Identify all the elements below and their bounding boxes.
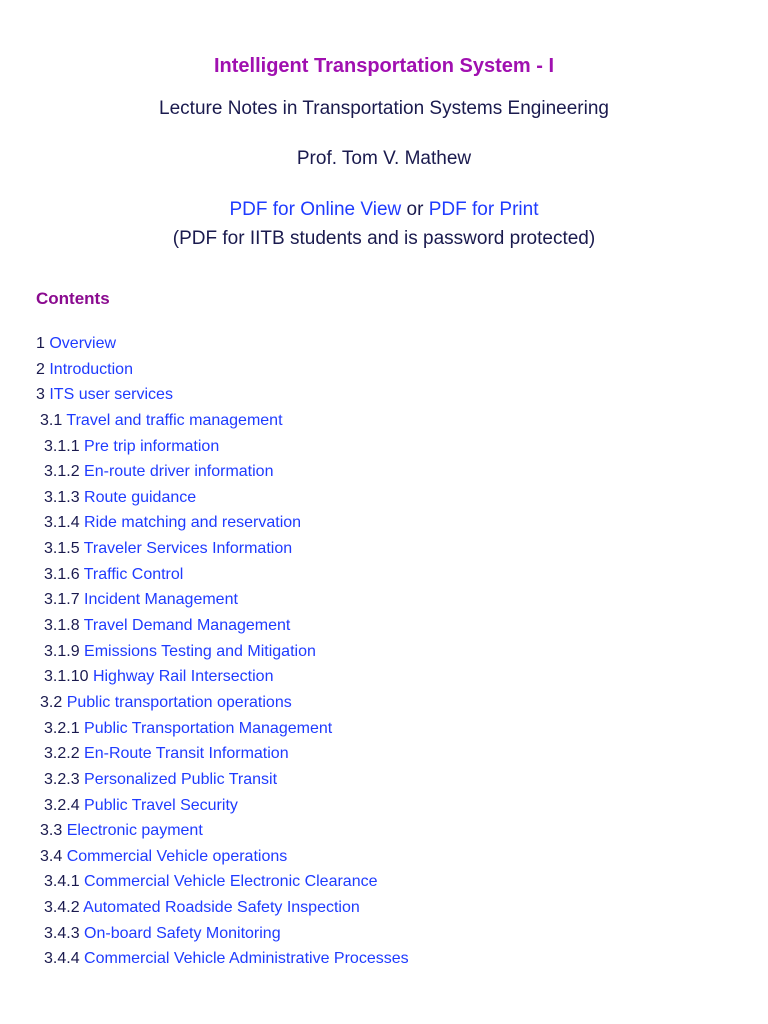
- toc-entry-link[interactable]: Commercial Vehicle operations: [66, 847, 288, 865]
- toc-entry-link[interactable]: Commercial Vehicle Electronic Clearance: [84, 873, 378, 891]
- toc-entry-number: 3.4.3: [44, 924, 80, 942]
- toc-entry-number: 3.3: [40, 822, 63, 840]
- toc-entry-link[interactable]: Traffic Control: [83, 565, 184, 583]
- toc-entry: [0, 690, 409, 716]
- toc-entry: [0, 434, 409, 460]
- toc-entry-link[interactable]: ITS user services: [49, 386, 173, 404]
- toc-entry-link[interactable]: Ride matching and reservation: [84, 514, 302, 532]
- toc-entry-link[interactable]: Traveler Services Information: [83, 540, 293, 558]
- toc-entry: [0, 408, 409, 434]
- toc-entry-link[interactable]: Route guidance: [84, 488, 197, 506]
- toc-entry-number: 3.2.3: [44, 770, 80, 788]
- toc-entry-link[interactable]: Overview: [49, 335, 117, 352]
- toc-entry: [0, 793, 409, 819]
- toc-entry: [0, 921, 409, 947]
- toc-entry-number: 3.4: [40, 847, 63, 865]
- toc-entry: [0, 741, 409, 767]
- toc-entry: [0, 818, 409, 844]
- page-subtitle: Lecture Notes in Transportation Systems Engineering: [159, 98, 609, 119]
- toc-entry-link[interactable]: Emissions Testing and Mitigation: [84, 642, 316, 660]
- toc-entry-number: 3.4.2: [44, 899, 80, 917]
- toc-entry-number: 3.1.8: [44, 617, 80, 635]
- toc-entry: [0, 382, 409, 408]
- author-name: Prof. Tom V. Mathew: [296, 148, 472, 169]
- toc-entry-number: 3: [36, 386, 45, 404]
- toc-entry: [0, 869, 409, 895]
- toc-entry-link[interactable]: Pre trip information: [84, 437, 220, 455]
- pdf-print-link[interactable]: PDF for Print: [428, 199, 539, 220]
- toc-entry-link[interactable]: Travel Demand Management: [83, 617, 291, 635]
- toc-entry-number: 3.2.4: [44, 796, 80, 814]
- toc-entry: [0, 562, 409, 588]
- toc-entry-number: 1: [36, 335, 45, 352]
- toc-entry-number: 3.1.9: [44, 642, 80, 660]
- toc-entry: [0, 536, 409, 562]
- contents-heading: Contents: [36, 289, 110, 308]
- toc-entry-link[interactable]: Introduction: [49, 360, 133, 378]
- toc-entry-link[interactable]: Public transportation operations: [66, 693, 292, 711]
- toc-entry: [0, 664, 409, 690]
- password-note: (PDF for IITB students and is password protected): [172, 228, 596, 249]
- toc-entry-number: 3.1.10: [44, 668, 89, 686]
- toc-entry-link[interactable]: Public Travel Security: [84, 796, 238, 814]
- pdf-online-view-link[interactable]: PDF for Online View: [229, 199, 402, 220]
- toc-entry-number: 3.1.1: [44, 437, 80, 455]
- table-of-contents: [0, 331, 409, 972]
- toc-entry-number: 3.1.7: [44, 591, 80, 609]
- toc-entry: [0, 485, 409, 511]
- toc-entry-number: 3.1: [40, 411, 63, 429]
- toc-entry: [0, 510, 409, 536]
- toc-entry: [0, 639, 409, 665]
- toc-entry-link[interactable]: Automated Roadside Safety Inspection: [83, 899, 360, 917]
- toc-entry: [0, 331, 409, 357]
- toc-entry-link[interactable]: Electronic payment: [66, 822, 203, 840]
- toc-entry-link[interactable]: En-Route Transit Information: [84, 745, 289, 763]
- toc-entry-link[interactable]: Travel and traffic management: [66, 411, 283, 429]
- toc-entry: [0, 459, 409, 485]
- pdf-links-line: [0, 199, 768, 221]
- toc-entry-number: 2: [36, 360, 45, 378]
- toc-entry-number: 3.1.4: [44, 514, 80, 532]
- toc-entry-link[interactable]: Public Transportation Management: [84, 719, 333, 737]
- toc-entry: [0, 613, 409, 639]
- toc-entry-number: 3.1.5: [44, 540, 80, 558]
- toc-entry-number: 3.2: [40, 693, 63, 711]
- toc-entry-link[interactable]: On-board Safety Monitoring: [84, 924, 281, 942]
- toc-entry-link[interactable]: Personalized Public Transit: [84, 770, 278, 788]
- toc-entry-number: 3.1.6: [44, 565, 80, 583]
- toc-entry: [0, 357, 409, 383]
- toc-entry-number: 3.2.2: [44, 745, 80, 763]
- toc-entry-link[interactable]: Incident Management: [84, 591, 238, 609]
- toc-entry-number: 3.1.3: [44, 488, 80, 506]
- toc-entry: [0, 895, 409, 921]
- toc-entry: [0, 844, 409, 870]
- toc-entry-number: 3.1.2: [44, 463, 80, 481]
- toc-entry-number: 3.2.1: [44, 719, 80, 737]
- toc-entry: [0, 767, 409, 793]
- toc-entry: [0, 716, 409, 742]
- toc-entry: [0, 946, 409, 972]
- toc-entry-link[interactable]: Commercial Vehicle Administrative Processes: [84, 950, 409, 968]
- toc-entry-link[interactable]: En-route driver information: [84, 463, 274, 481]
- toc-entry-number: 3.4.4: [44, 950, 80, 968]
- page-title: Intelligent Transportation System - I: [213, 55, 555, 77]
- toc-entry-link[interactable]: Highway Rail Intersection: [92, 668, 274, 686]
- toc-entry: [0, 587, 409, 613]
- pdf-or-text: or: [401, 199, 429, 220]
- toc-entry-number: 3.4.1: [44, 873, 80, 891]
